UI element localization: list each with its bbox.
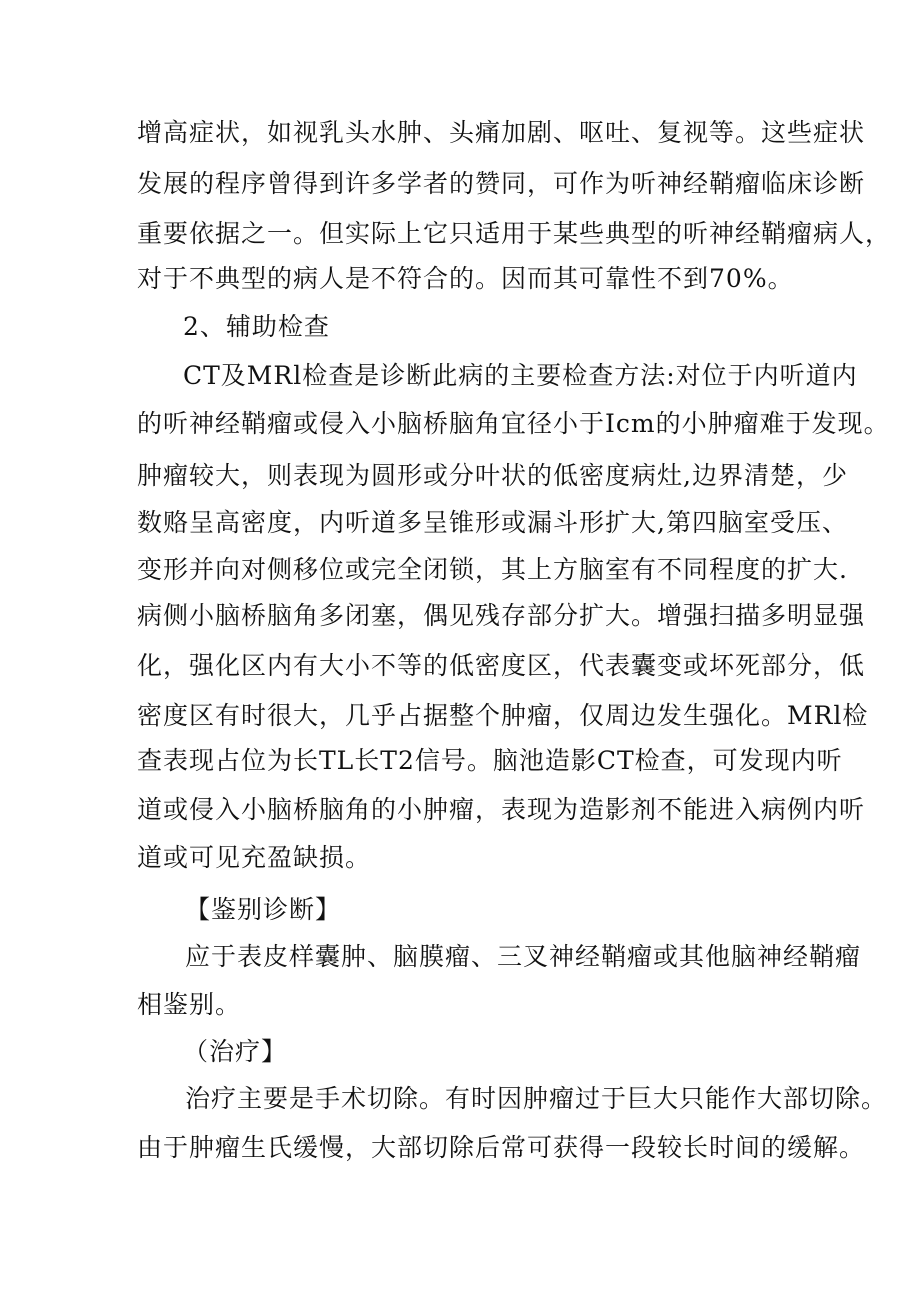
text-line: 治疗主要是手术切除。有时因肿瘤过于巨大只能作大部切除。 (185, 1084, 888, 1113)
text-line: 道或侵入小脑桥脑角的小肿瘤，表现为造影剂不能进入病例内听 (137, 795, 866, 824)
text-line: 由于肿瘤生氏缓慢，大部切除后常可获得一段较长时间的缓解。 (137, 1133, 866, 1162)
section-heading: 2、辅助检查 (183, 312, 330, 341)
text-line: 数赂呈高密度，内听道多呈锥形或漏斗形扩大,第四脑室受压、 (137, 508, 848, 537)
section-heading: （治疗】 (183, 1037, 288, 1066)
text-line: 发展的程序曾得到许多学者的赞同，可作为听神经鞘瘤临床诊断 (137, 169, 866, 198)
text-line: 化，强化区内有大小不等的低密度区，代表囊变或坏死部分，低 (137, 651, 866, 680)
text-line: 增高症状，如视乳头水肿、头痛加剧、呕吐、复视等。这些症状 (137, 118, 866, 147)
text-line: 应于表皮样囊肿、脑膜瘤、三叉神经鞘瘤或其他脑神经鞘瘤 (185, 942, 862, 971)
text-line: 病侧小脑桥脑角多闭塞，偶见残存部分扩大。增强扫描多明显强 (137, 601, 866, 630)
section-heading: 【鉴别诊断】 (185, 895, 342, 924)
text-line: 重要依据之一。但实际上它只适用于某些典型的听神经鞘瘤病人， (137, 219, 892, 248)
text-line: 道或可见充盈缺损。 (137, 843, 372, 872)
text-line: 相鉴别。 (137, 990, 242, 1019)
text-line: 密度区有时很大，几乎占据整个肿瘤，仅周边发生强化。MRl检 (137, 701, 869, 730)
text-line: 对于不典型的病人是不符合的。因而其可靠性不到70%。 (137, 264, 794, 293)
text-line: 查表现占位为长TL长T2信号。脑池造影CT检查，可发现内听 (137, 746, 843, 775)
text-line: CT及MRl检查是诊断此病的主要检查方法:对位于内听道内 (183, 361, 858, 390)
text-line: 肿瘤较大，则表现为圆形或分叶状的低密度病灶,边界清楚，少 (137, 461, 848, 490)
text-line: 的听神经鞘瘤或侵入小脑桥脑角宜径小于Icm的小肿瘤难于发现。 (137, 409, 890, 438)
text-line: 变形并向对侧移位或完全闭锁，其上方脑室有不同程度的扩大. (137, 555, 848, 584)
